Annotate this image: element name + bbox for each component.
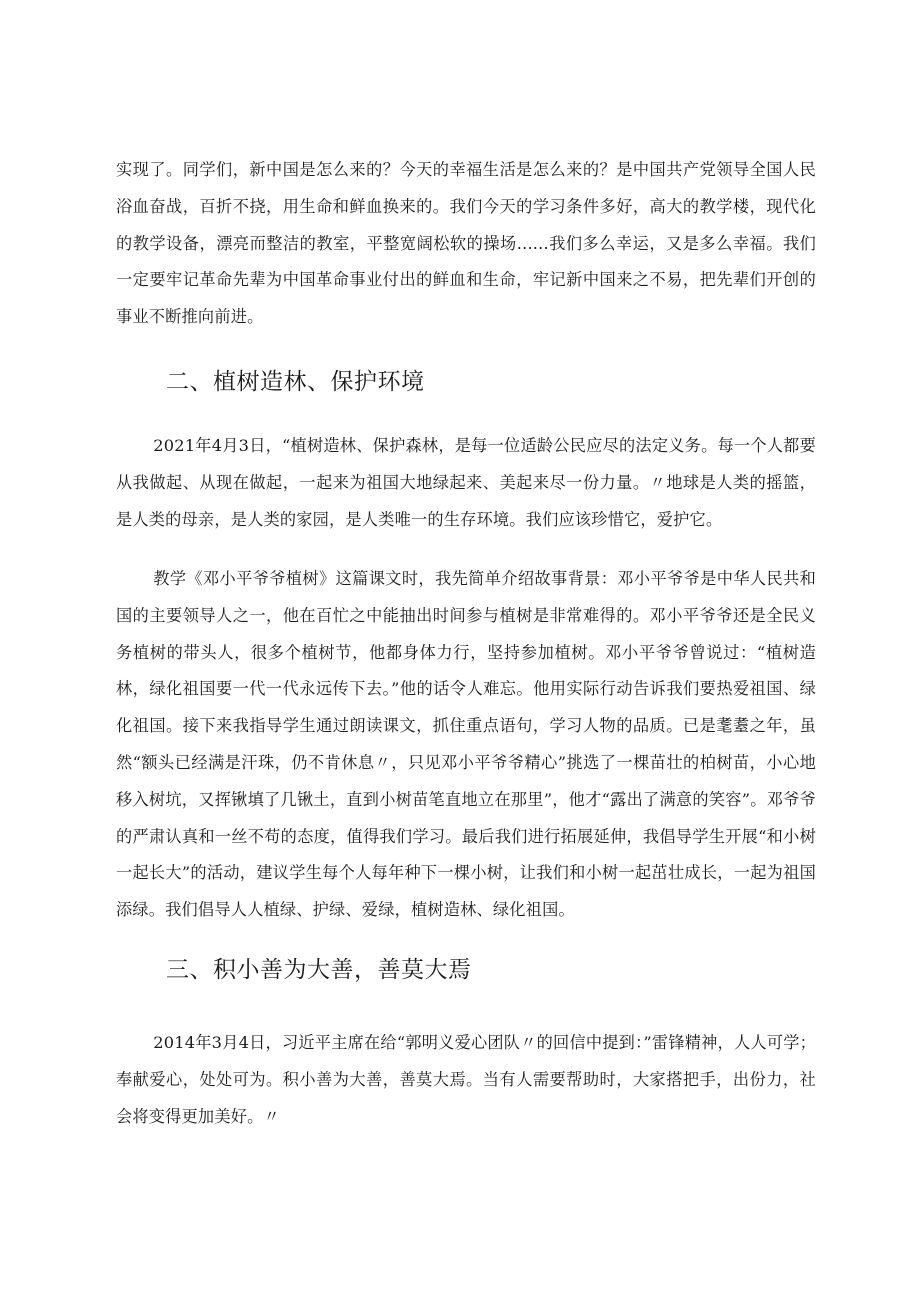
paragraph-tree-planting-quote: 2021年4月3日，“植树造林、保护森林，是每一位适龄公民应尽的法定义务。每一个人都要从我做起、从现在做起，一起来为祖国大地绿起来、美起来尽一份力量。〃地球是人类的摇篮，是人类的母亲，是人类的家园，是人类唯一的生存环境。我们应该珍惜它，爱护它。 xyxy=(116,436,816,529)
section-heading-3: 三、积小善为大善，善莫大焉 xyxy=(166,957,472,983)
paragraph-kindness-quote: 2014年3月4日，习近平主席在给“郭明义爱心团队〃的回信中提到：”雷锋精神，人人可学；奉献爱心，处处可为。积小善为大善，善莫大焉。当有人需要帮助时，大家搭把手，出份力，社会将变得更加美好。〃 xyxy=(116,1033,816,1126)
paragraph-continuation: 实现了。同学们，新中国是怎么来的？今天的幸福生活是怎么来的？是中国共产党领导全国人民浴血奋战，百折不挠，用生命和鲜血换来的。我们今天的学习条件多好，高大的教学楼，现代化的教学设备，漂亮而整洁的教室，平整宽阔松软的操场......我们多么幸运，又是多么幸福。我们一定要牢记革命先辈为中国革命事业付出的鲜血和生命，牢记新中国来之不易，把先辈们开创的事业不断推向前进。 xyxy=(116,160,816,327)
section-heading-2: 二、植树造林、保护环境 xyxy=(166,369,425,395)
paragraph-lesson-description: 教学《邓小平爷爷植树》这篇课文时，我先简单介绍故事背景：邓小平爷爷是中华人民共和国的主要领导人之一，他在百忙之中能抽出时间参与植树是非常难得的。邓小平爷爷还是全民义务植树的带头人，很多个植树节，他都身体力行，坚持参加植树。邓小平爷爷曾说过：“植树造林，绿化祖国要一代一代永远传下去。”他的话令人难忘。他用实际行动告诉我们要热爱祖国、绿化祖国。接下来我指导学生通过朗读课文，抓住重点语句，学习人物的品质。已是耄耋之年，虽然“额头已经满是汗珠，仍不肯休息〃，只见邓小平爷爷精心”挑选了一棵苗壮的柏树苗，小心地移入树坑，又挥锹填了几锹土，直到小树苗笔直地立在那里”，他才“露出了满意的笑容”。邓爷爷的严肃认真和一丝不苟的态度，值得我们学习。最后我们进行拓展延伸，我倡导学生开展“和小树一起长大”的活动，建议学生每个人每年种下一棵小树，让我们和小树一起茁壮成长，一起为祖国添绿。我们倡导人人植绿、护绿、爱绿，植树造林、绿化祖国。 xyxy=(116,569,816,920)
